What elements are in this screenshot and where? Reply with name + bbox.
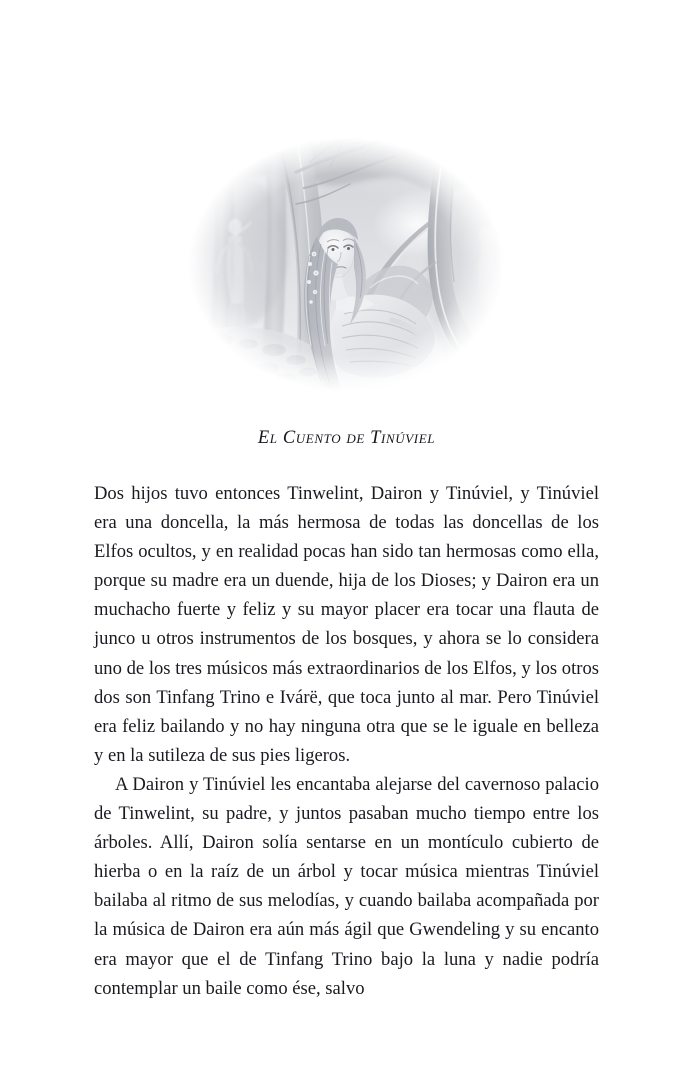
chapter-illustration [178,132,514,414]
paragraph-2: A Dairon y Tinúviel les encantaba alejarse del cavernoso palacio de Tinwelint, su padre, y juntos pasaban mucho tiempo entre los árboles. Allí, Dairon solía sentarse en un montículo cubierto de hierba o en la raíz de un árbol y tocar música mientras Tinúviel bailaba al ritmo de sus melodías, y cuando bailaba acompañada por la música de Dairon era aún más ágil que Gwendeling y su encanto era mayor que el de Tinfang Trino bajo la luna y nadie podría contemplar un baile como ése, salvo [94,773,599,999]
paragraph-1: Dos hijos tuvo entonces Tinwelint, Dairon y Tinúviel, y Tinúviel era una doncella, la más hermosa de todas las doncellas de los Elfos ocultos, y en realidad pocas han sido tan hermosas como ella, porque su madre era un duende, hija de los Dioses; y Dairon era un muchacho fuerte y feliz y su mayor placer era tocar una flauta de junco u otros instrumentos de los bosques, y ahora se lo considera uno de los tres músicos más extraordinarios de los Elfos, y los otros dos son Tinfang Trino e Ivárë, que toca junto al mar. Pero Tinúviel era feliz bailando y no hay ninguna otra que se le iguale en belleza y en la sutileza de sus pies ligeros. [94,483,599,766]
chapter-title: El Cuento de Tinúviel [257,428,436,448]
body-text-block [94,479,599,1003]
pencil-drawing-tinuviel-icon [178,132,514,414]
